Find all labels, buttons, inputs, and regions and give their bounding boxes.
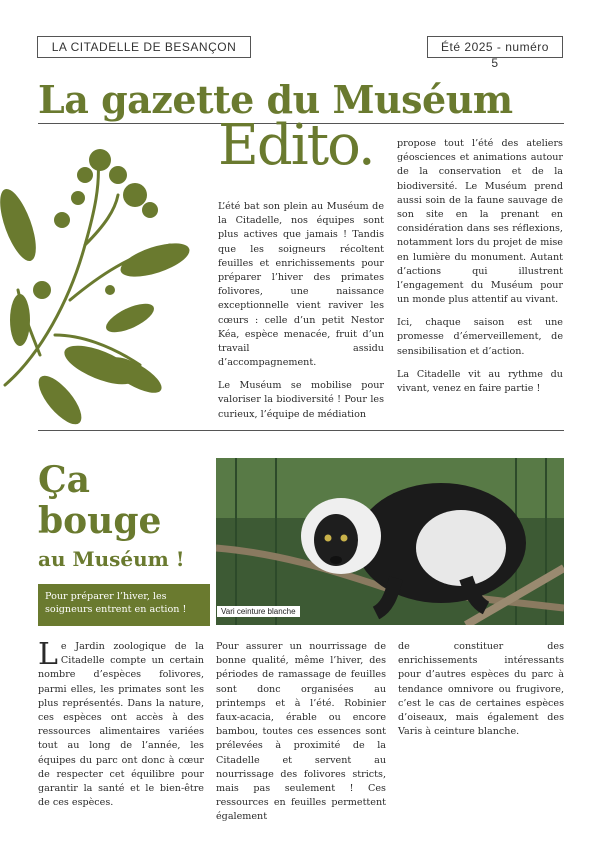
article-title-line3: au Muséum !	[38, 547, 185, 571]
section-divider	[38, 430, 564, 431]
edito-paragraph: Le Muséum se mobilise pour valoriser la biodiversité ! Pour les curieux, l’équipe de médiation	[218, 380, 384, 420]
edito-column-2	[397, 137, 563, 405]
edito-column-1	[218, 200, 384, 431]
article-text: Pour assurer un nourrissage de bonne qualité, même l’hiver, des périodes de ramassage de feuilles sont donc organisées au printemps et à l’été. Robinier faux-acacia, érable ou encore bambou, toutes ces essences sont prélevées à proximité de la Citadelle et servent au nourrissage des folivores stricts, mais pas seulement ! Ces ressources en feuilles permettent également	[216, 641, 386, 823]
article-title-line1: Ça	[38, 459, 90, 501]
edito-paragraph: La Citadelle vit au rythme du vivant, venez en faire partie !	[397, 368, 563, 394]
photo-caption: Vari ceinture blanche	[217, 606, 300, 617]
article-column-1	[38, 637, 204, 810]
article-title-line2: bouge	[38, 500, 162, 542]
issue-label: Été 2025 - numéro 5	[427, 36, 563, 58]
edito-paragraph: Ici, chaque saison est une promesse d’émerveillement, de sensibilisation et d’action.	[397, 317, 563, 357]
drop-cap: L	[38, 637, 58, 672]
article-text: de constituer des enrichissements intéressants pour d’autres espèces du parc à tendance omnivore ou frugivore, c’est le cas de certaines espèces d’oiseaux, mais également des Varis à ceinture blanche.	[398, 641, 564, 738]
article-column-2	[216, 640, 386, 824]
publisher-label: LA CITADELLE DE BESANÇON	[37, 36, 251, 58]
edito-paragraph: propose tout l’été des ateliers géosciences et animations autour de la conservation et de la biodiversité. Le Muséum prend aussi soin de la faune sauvage de son site en la prenant en considération dans ses réflexions, notamment lors du projet de mise en lumière du monument. Autant d’actions qui illustrent l’engagement du Muséum pour un monde plus attentif au vivant.	[397, 138, 563, 306]
article-column-3	[398, 640, 564, 739]
edito-heading: Edito.	[218, 113, 374, 178]
newspaper-title: La gazette du Muséum	[38, 77, 513, 122]
ruffed-lemur-photo	[216, 458, 564, 625]
edito-paragraph: L’été bat son plein au Muséum de la Citadelle, nos équipes sont plus actives que jamais ! Tandis que les soigneurs récoltent feuilles et enrichissements pour préparer l’hiver des primates folivores, une naissance exceptionnelle vient raviver les cœurs : celle d’un petit Nestor Kéa, espèce menacée, fruit d’un travail assidu d’accompagnement.	[218, 201, 384, 369]
botanical-branch-illustration	[0, 140, 210, 430]
article-text: e Jardin zoologique de la Citadelle compte un certain nombre d’espèces folivores, parmi elles, les primates sont les plus représentés. Dans la nature, ces espèces ont accès à des ressources alimentaires variées tout au long de l’année, les équipes du parc ont donc à cœur de respecter cet équilibre pour garantir la santé et le bien-être de ces espèces.	[38, 641, 204, 809]
article-subtitle: Pour préparer l’hiver, les soigneurs entrent en action !	[38, 584, 210, 626]
